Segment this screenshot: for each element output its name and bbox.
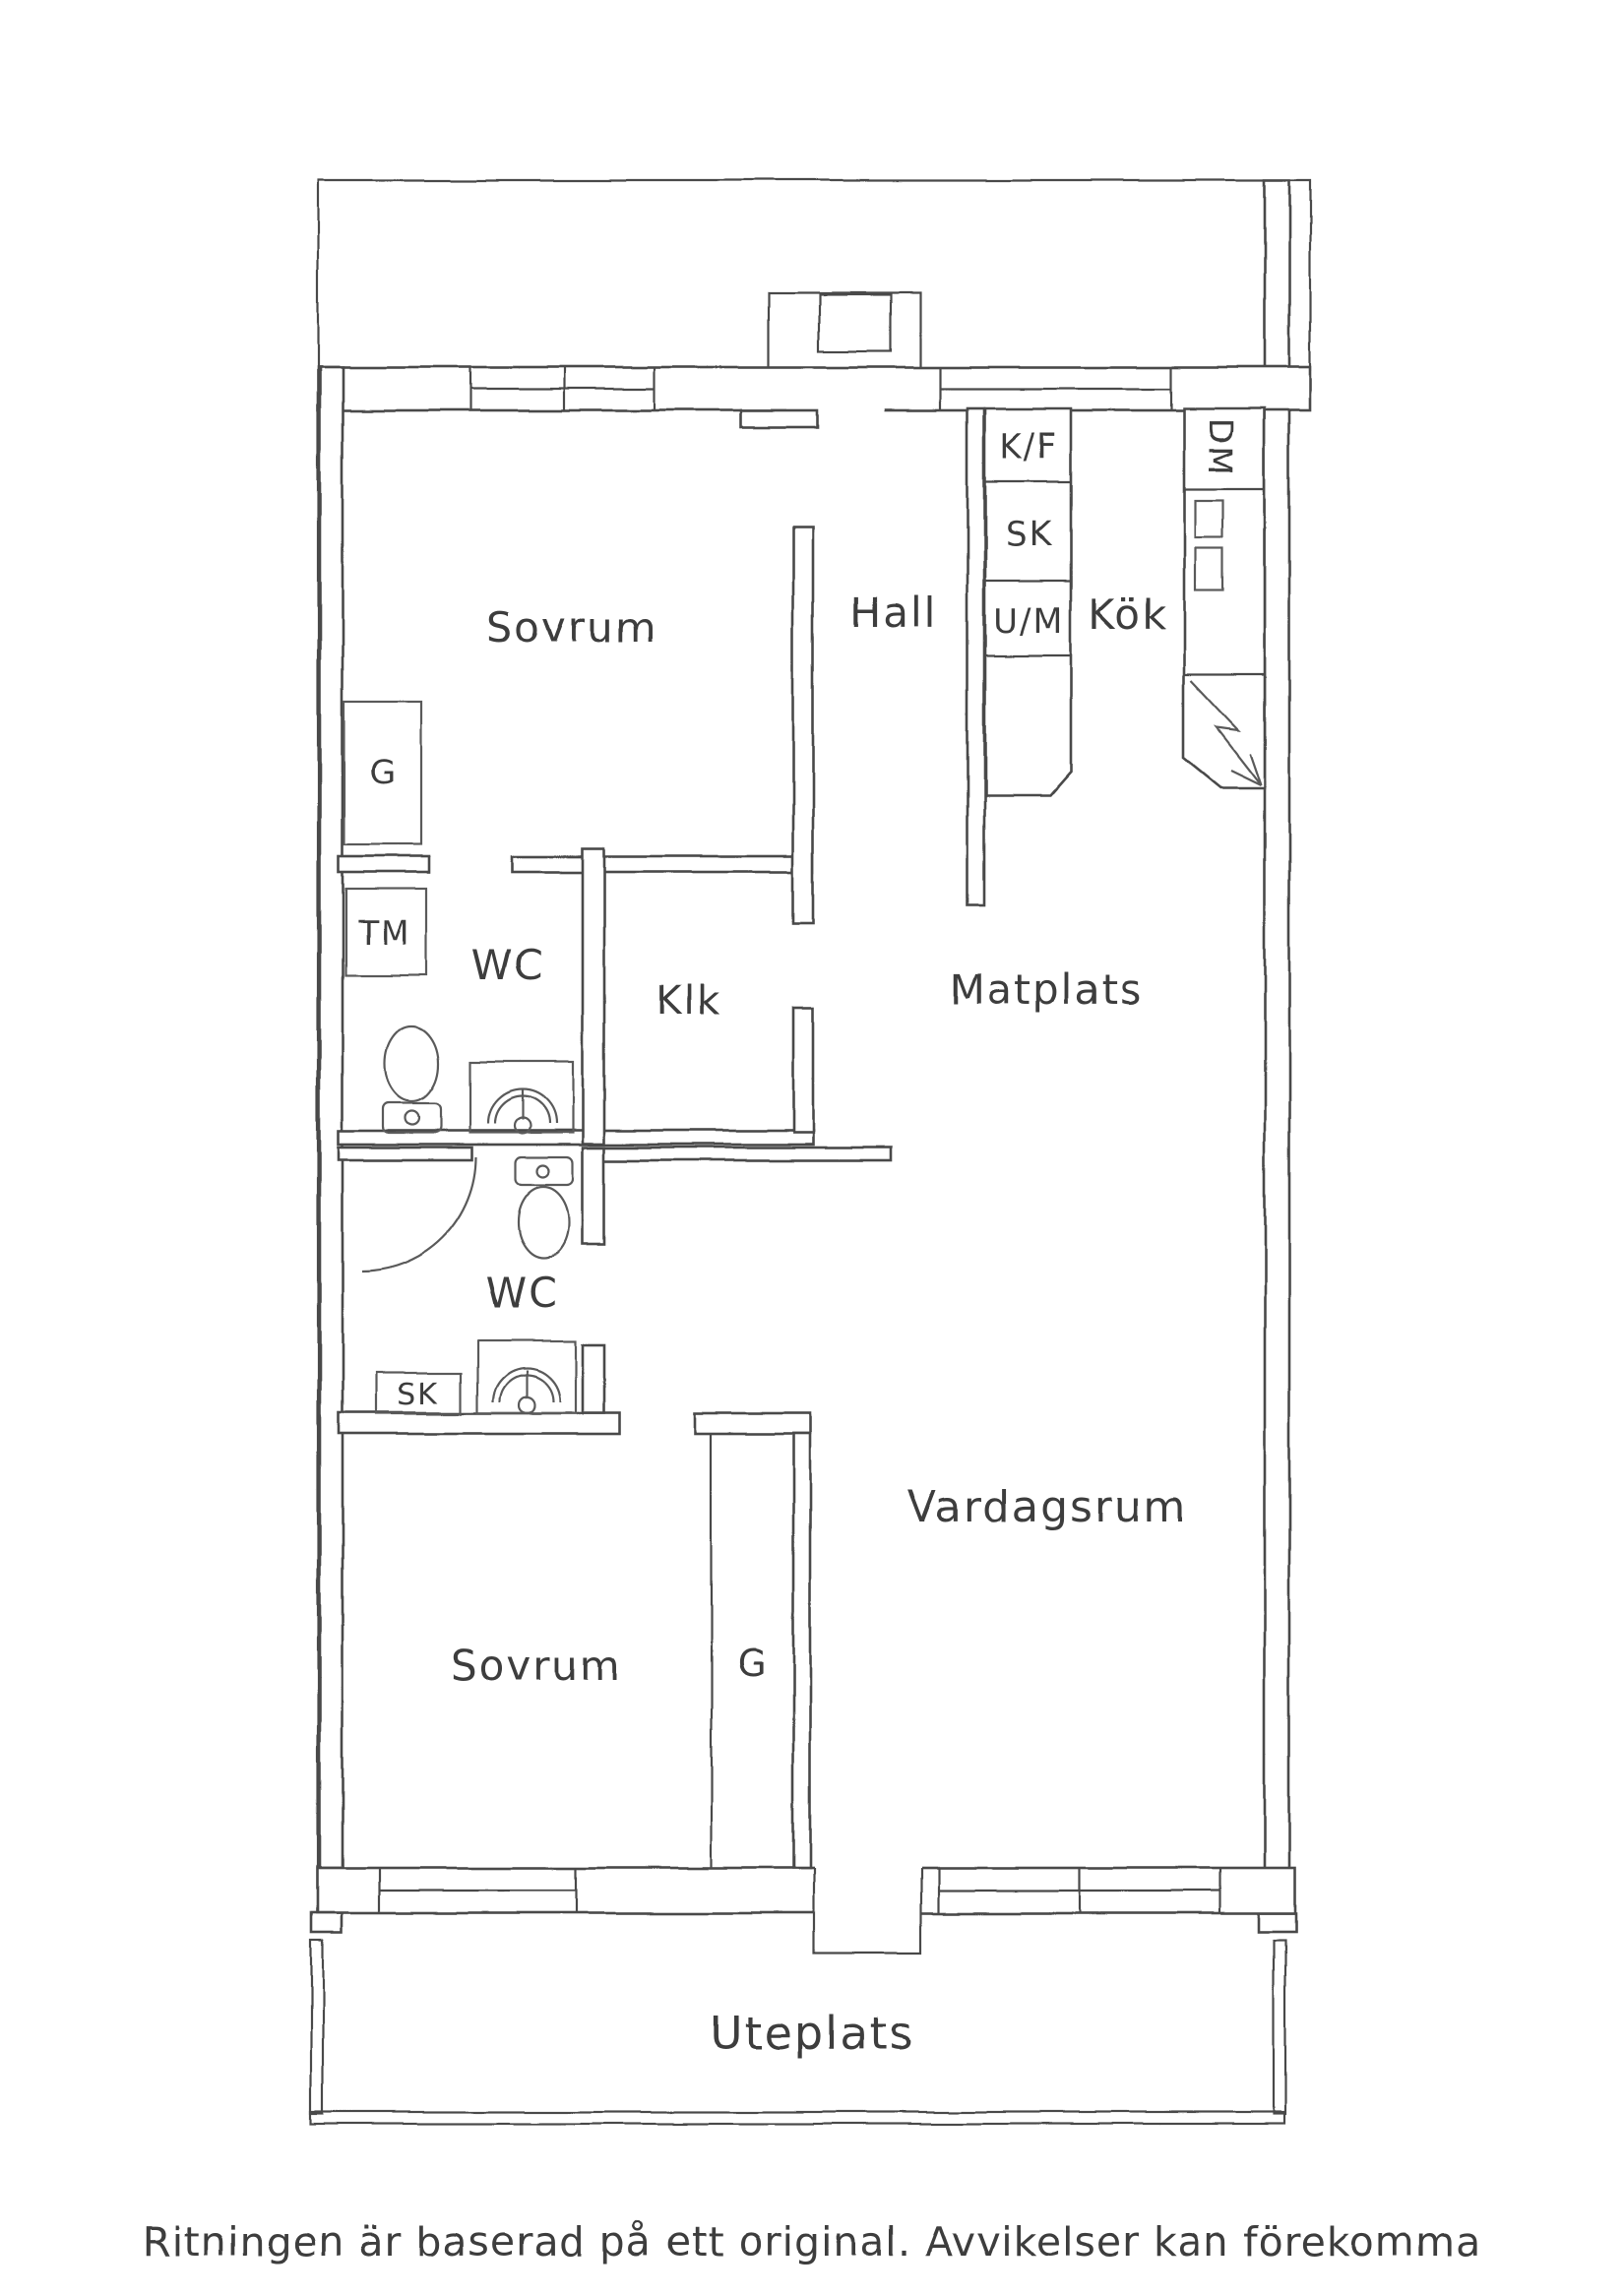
- entry-threshold: [741, 410, 817, 427]
- disclaimer-text: Ritningen är baserad på ett original. Avvikelser kan förekomma: [142, 2218, 1482, 2265]
- wall-wc2-top-right: [591, 1148, 891, 1160]
- walls-structure: [311, 180, 1310, 2124]
- wall-closet-bottom: [339, 856, 429, 872]
- left-wall-foot: [312, 1913, 342, 1933]
- wc2-door-arc: [362, 1157, 476, 1272]
- wall-wc-klk-top: [512, 856, 813, 872]
- wall-hall-bedroom: [793, 528, 813, 923]
- patio-fence-bottom: [311, 2112, 1284, 2124]
- wall-wc2-right-upper: [583, 1148, 604, 1243]
- appliance-label-sk-kitchen: SK: [1006, 515, 1053, 554]
- sink-fixture-top: [469, 1062, 573, 1134]
- appliance-label-dm: DM: [1200, 418, 1239, 477]
- room-label-wc-top: WC: [470, 941, 545, 989]
- wall-hall-kitchen: [968, 408, 984, 905]
- wardrobe-label-bottom: G: [737, 1642, 769, 1685]
- toilet-fixture-top: [383, 1026, 440, 1133]
- cleaning-closet-label: SK: [397, 1378, 440, 1412]
- room-label-kok: Kök: [1088, 590, 1168, 639]
- wall-wc-klk-divider: [583, 848, 604, 1144]
- room-label-hall: Hall: [849, 589, 938, 637]
- patio-fence-right: [1274, 1941, 1285, 2114]
- wall-closet2-top: [696, 1413, 810, 1434]
- room-label-klk: Klk: [656, 978, 722, 1024]
- wardrobe2-right-wall: [793, 1434, 810, 1868]
- wall-wc2-bottom: [339, 1413, 620, 1434]
- patio-fence-left: [311, 1941, 323, 2114]
- entrance-porch-step: [819, 295, 891, 351]
- room-label-vardagsrum: Vardagsrum: [906, 1482, 1188, 1532]
- east-wall: [1265, 180, 1289, 1913]
- wall-wc2-top-left: [339, 1148, 472, 1160]
- patio-door-opening: [814, 1865, 921, 1916]
- entrance-porch: [768, 293, 920, 368]
- east-wall-foot: [1259, 1913, 1296, 1932]
- wall-wc2-right-lower: [583, 1345, 604, 1413]
- room-label-sovrum-top: Sovrum: [485, 603, 658, 652]
- room-label-sovrum-bottom: Sovrum: [450, 1642, 623, 1690]
- wall-klk-right-lower: [793, 1009, 813, 1133]
- sink-fixture-bottom: [477, 1341, 576, 1413]
- appliance-label-kf: K/F: [999, 427, 1058, 466]
- west-wall: [320, 367, 343, 1868]
- toilet-fixture-bottom: [516, 1157, 573, 1258]
- room-label-uteplats: Uteplats: [709, 2007, 915, 2060]
- room-label-wc-bottom: WC: [485, 1269, 560, 1317]
- appliance-label-tm: TM: [357, 914, 412, 954]
- appliance-label-um: U/M: [993, 602, 1064, 642]
- wardrobe-label-top: G: [369, 753, 399, 792]
- room-label-matplats: Matplats: [949, 965, 1144, 1014]
